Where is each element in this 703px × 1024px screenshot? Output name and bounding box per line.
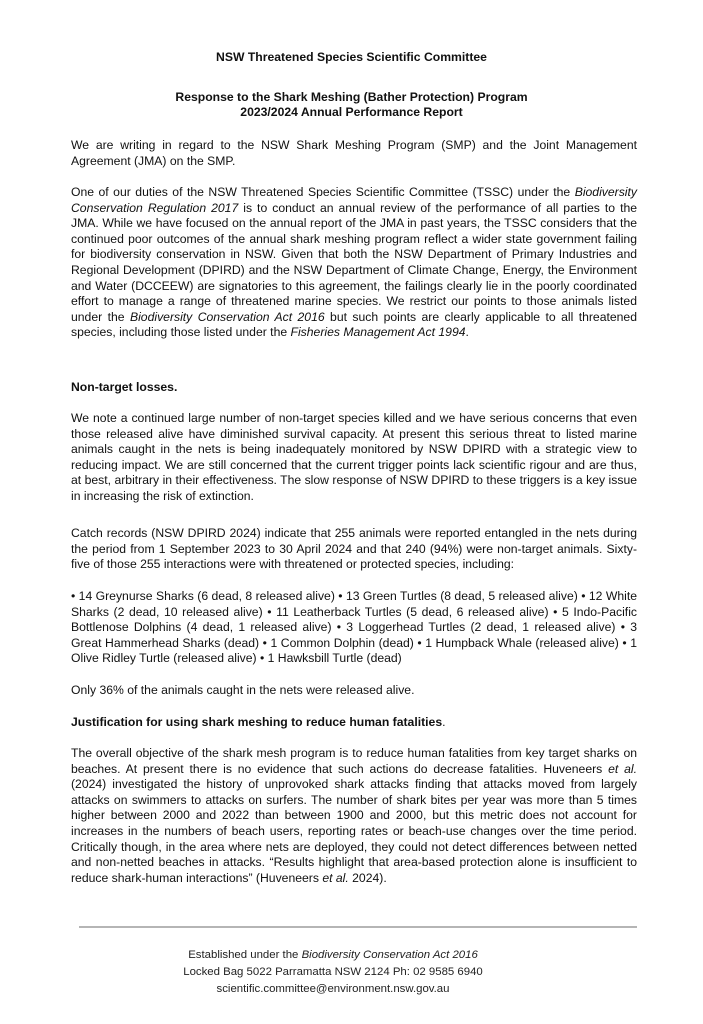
justification-heading [71,715,637,731]
duties-text-1: One of our duties of the NSW Threatened Species Scientific Committee (TSSC) under the [71,185,575,199]
footer-address: Locked Bag 5022 Parramatta NSW 2124 Ph: 02 9585 6940 [183,966,483,978]
footer-act-name: Biodiversity Conservation Act 2016 [301,949,478,961]
objective-text-3: 2024). [348,870,387,885]
footer-established-prefix: Established under the [188,949,302,961]
catch-paragraph: Catch records (NSW DPIRD 2024) indicate that 255 animals were reported entangled in the nets during the period from 1 September 2023 to 30 April 2024 and that 240 (94%) were non-target animals. Sixty-five of those 255 interactions were with threatened or protected species, including: [71,526,637,572]
nontarget-paragraph: We note a continued large number of non-target species killed and we have serious concerns that even those released alive have diminished survival capacity. At present this serious threat to listed marine animals caught in the nets is being inadequately monitored by NSW DPIRD with a strategic view to reducing impact. We are still concerned that the current trigger points lack scientific rigour and are thus, at best, arbitrary in their effectiveness. The slow response of NSW DPIRD to these triggers is a key issue in increasing the risk of extinction. [71,411,637,503]
regulation-name: Biodiversity Conservation Regulation 2017 [71,185,637,215]
footer-established [0,947,666,964]
response-title-line2: 2023/2024 Annual Performance Report [240,105,463,119]
justification-heading-dot: . [442,715,446,729]
objective-text-2: (2024) investigated the history of unprovoked shark attacks finding that attacks moved from largely attacks on swimmers to attacks on surfers. The number of shark bites per year was more than 5 times higher between 2000 and 2022 than between 1900 and 2000, but this metric does not account for increases in the numbers of beach users, reporting rates or beach-use changes over the time period. Critically though, in the area where nets are deployed, they could not detect differences between netted and non-netted beaches in attacks. “Results highlight that area-based protection alone is insufficient to reduce shark-human interactions” (Huveneers [71,777,637,885]
footer-email[interactable]: scientific.committee@environment.nsw.gov.au [216,983,450,995]
duties-text-2: is to conduct an annual review of the performance of all parties to the JMA. While we have focused on the annual report of the JMA in past years, the TSSC considers that the continued poor outcomes of the annual shark meshing program reflect a wider state government failing for biodiversity conservation in NSW. Given that both the NSW Department of Primary Industries and Regional Development (DPIRD) and the NSW Department of Climate Change, Energy, the Environment and Water (DCCEEW) are signatories to this agreement, the failings clearly lie in the poorly coordinated effort to manage a range of threatened marine species. We restrict our points to those animals listed under the [71,200,638,324]
footer-divider [79,926,637,928]
species-list: • 14 Greynurse Sharks (6 dead, 8 released alive) • 13 Green Turtles (8 dead, 5 released alive) • 12 White Sharks (2 dead, 10 released alive) • 11 Leatherback Turtles (5 dead, 6 released alive) • 5 Indo-Pacific Bottlenose Dolphins (4 dead, 1 released alive) • 3 Loggerhead Turtles (2 dead, 1 released alive) • 3 Great Hammerhead Sharks (dead) • 1 Common Dolphin (dead) • 1 Humpback Whale (released alive) • 1 Olive Ridley Turtle (released alive) • 1 Hawksbill Turtle (dead) [71,589,637,666]
act-name: Biodiversity Conservation Act 2016 [129,309,325,324]
duties-text-3: but such points are clearly applicable to all threatened species, including those listed under the [71,309,637,340]
nontarget-heading: Non-target losses. [71,380,178,394]
fisheries-act-name: Fisheries Management Act 1994 [290,325,466,340]
duties-text-4: . [465,325,469,340]
duties-paragraph [71,185,637,341]
objective-text-1: The overall objective of the shark mesh program is to reduce human fatalities from key target sharks on beaches. At present there is no evidence that such actions do decrease fatalities. Huveneers [71,746,637,776]
intro-paragraph: We are writing in regard to the NSW Shark Meshing Program (SMP) and the Joint Management Agreement (JMA) on the SMP. [71,138,637,168]
objective-paragraph [71,746,637,886]
response-title-line1: Response to the Shark Meshing (Bather Protection) Program [175,90,528,104]
et-al-1: et al. [608,761,637,776]
et-al-2: et al. [322,870,349,885]
committee-title: NSW Threatened Species Scientific Committee [216,50,487,64]
released-paragraph: Only 36% of the animals caught in the nets were released alive. [71,683,415,697]
justification-heading-text: Justification for using shark meshing to reduce human fatalities [71,715,443,729]
